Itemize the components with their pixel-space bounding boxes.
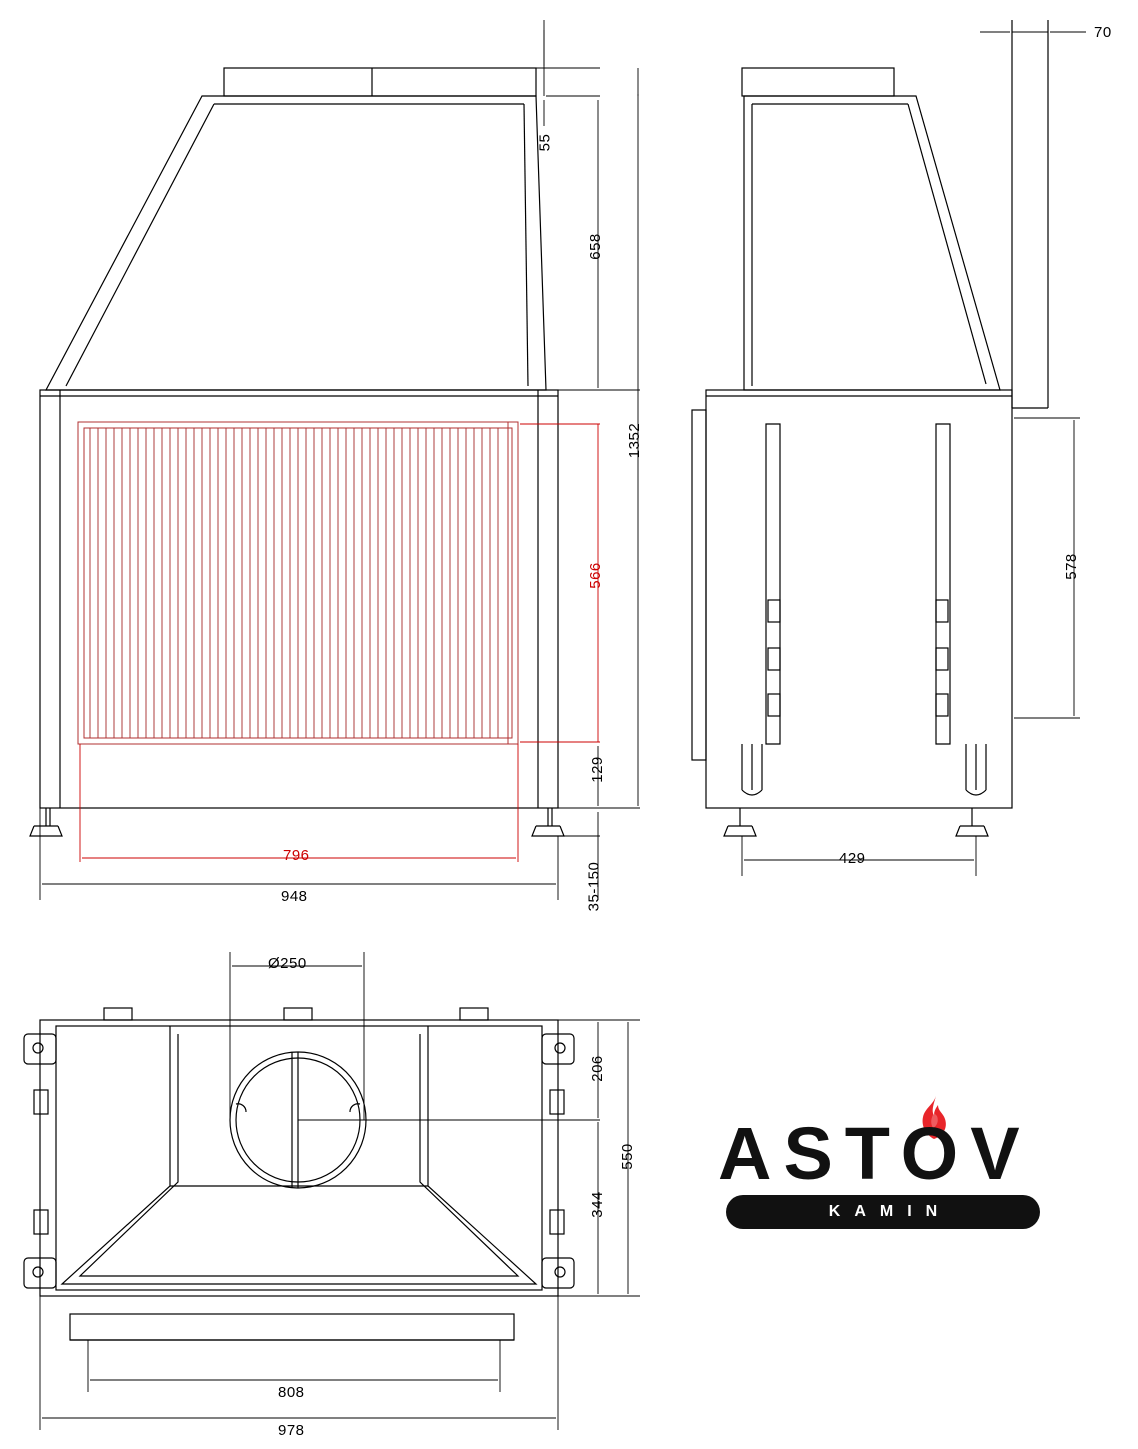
dim-front-total-width: 948	[281, 888, 308, 905]
dim-top-flue-diameter: Ø250	[268, 955, 307, 972]
dim-side-flue-offset: 70	[1094, 24, 1112, 41]
brand-logo	[718, 1095, 1048, 1245]
dim-side-depth: 429	[839, 850, 866, 867]
logo-subtitle: KAMIN	[828, 1203, 952, 1220]
dim-top-outer-width: 978	[278, 1422, 305, 1439]
dim-top-flue-center-back: 344	[588, 1191, 606, 1218]
dim-top-flue-center-front: 206	[588, 1055, 606, 1082]
dim-front-top-gap: 55	[536, 133, 554, 152]
dim-front-total-height: 1352	[626, 422, 644, 459]
dim-front-leg-adjust: 35-150	[585, 861, 603, 912]
dim-front-opening-height: 566	[586, 562, 604, 589]
logo-wordmark: ASTOV	[718, 1112, 1032, 1195]
dim-top-inner-width: 808	[278, 1384, 305, 1401]
dim-front-opening-width: 796	[283, 847, 310, 864]
dim-front-hood-height: 658	[586, 233, 604, 260]
dim-front-base-height: 129	[588, 756, 606, 783]
dim-top-depth-total: 550	[618, 1143, 636, 1170]
dim-side-body-height: 578	[1062, 553, 1080, 580]
